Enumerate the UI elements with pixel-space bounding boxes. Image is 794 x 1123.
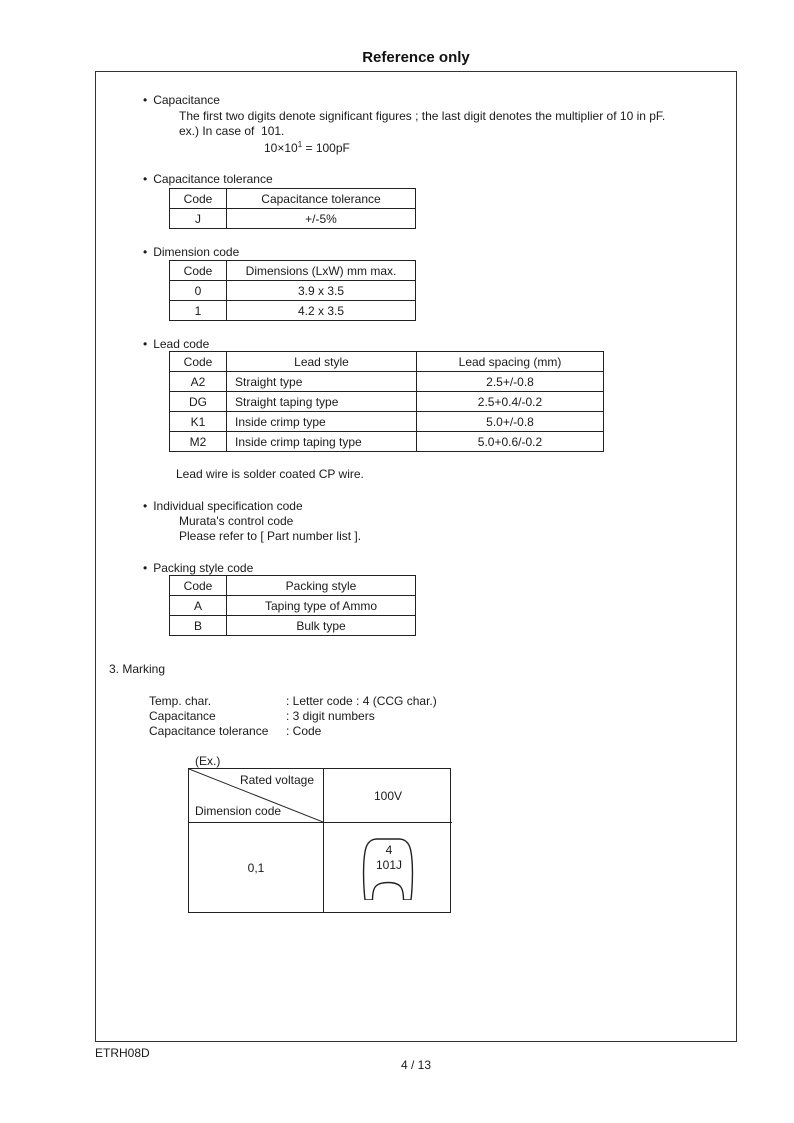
table-cell: K1 — [170, 412, 227, 432]
table-row — [170, 301, 416, 321]
table-cell: 0 — [170, 281, 227, 301]
section-heading-dimension-code: • Dimension code — [143, 245, 239, 259]
table-row — [170, 281, 416, 301]
table-cell: 2.5+0.4/-0.2 — [417, 392, 604, 412]
table-cell: J — [170, 209, 227, 229]
column-header: Lead spacing (mm) — [417, 352, 604, 372]
capacitor-outline-icon — [358, 836, 418, 900]
table-cell: Straight taping type — [227, 392, 417, 412]
section-heading-lead-code: • Lead code — [143, 337, 209, 351]
dimension-code-table — [169, 260, 416, 321]
table-cell: B — [170, 616, 227, 636]
table-row — [170, 596, 416, 616]
capacitance-description: The first two digits denote significant figures ; the last digit denotes the multiplier of 10 in pF. — [179, 109, 666, 123]
table-cell: Straight type — [227, 372, 417, 392]
page-title: Reference only — [362, 49, 470, 66]
section-heading-packing-style: • Packing style code — [143, 561, 253, 575]
marking-detail-label: Capacitance — [149, 709, 216, 723]
table-cell: A2 — [170, 372, 227, 392]
table-cell: 4.2 x 3.5 — [227, 301, 416, 321]
rated-voltage-cell — [324, 769, 452, 823]
capacitance-example: ex.) In case of 101. — [179, 124, 285, 138]
table-row — [170, 616, 416, 636]
packing-style-table — [169, 575, 416, 636]
column-header: Dimensions (LxW) mm max. — [227, 261, 416, 281]
table-cell: Bulk type — [227, 616, 416, 636]
marking-detail-value: : 3 digit numbers — [286, 709, 375, 723]
table-cell: DG — [170, 392, 227, 412]
table-header-row — [170, 352, 604, 372]
column-header: Code — [170, 189, 227, 209]
table-header-row — [170, 261, 416, 281]
marking-text-temp-char: 4 — [385, 842, 393, 857]
marking-detail-row — [149, 709, 437, 724]
table-header-row — [170, 189, 416, 209]
marking-details — [149, 694, 437, 739]
corner-label-dimension-code: Dimension code — [195, 804, 282, 818]
table-cell: A — [170, 596, 227, 616]
table-cell: 5.0+0.6/-0.2 — [417, 432, 604, 452]
table-cell: 2.5+/-0.8 — [417, 372, 604, 392]
column-header: Code — [170, 576, 227, 596]
marking-text-capacitance: 101J — [375, 857, 403, 872]
marking-example-table — [188, 768, 451, 913]
section-heading-marking: 3. Marking — [109, 662, 166, 676]
table-cell: Inside crimp taping type — [227, 432, 417, 452]
table-row — [170, 412, 604, 432]
table-cell: 1 — [170, 301, 227, 321]
capacitance-tolerance-table — [169, 188, 416, 229]
marking-detail-row — [149, 694, 437, 709]
section-heading-capacitance: • Capacitance — [143, 93, 220, 107]
table-cell: Taping type of Ammo — [227, 596, 416, 616]
page-number: 4 / 13 — [400, 1058, 432, 1072]
marking-illustration-cell — [324, 823, 452, 912]
table-cell: 5.0+/-0.8 — [417, 412, 604, 432]
marking-detail-value: : Code — [286, 724, 322, 738]
formula-result: = 100pF — [302, 141, 350, 155]
table-row — [170, 209, 416, 229]
table-header-row — [170, 576, 416, 596]
lead-code-table — [169, 351, 604, 452]
individual-spec-line2: Please refer to [ Part number list ]. — [179, 529, 362, 543]
table-row — [170, 432, 604, 452]
marking-detail-value: : Letter code : 4 (CCG char.) — [286, 694, 437, 708]
content-frame — [95, 71, 737, 1042]
rated-voltage-value: 100V — [373, 788, 403, 803]
dimension-code-value: 0,1 — [247, 860, 265, 875]
table-cell: 3.9 x 3.5 — [227, 281, 416, 301]
individual-spec-line1: Murata's control code — [179, 514, 294, 528]
corner-label-rated-voltage: Rated voltage — [239, 773, 314, 787]
column-header: Code — [170, 261, 227, 281]
column-header: Lead style — [227, 352, 417, 372]
doc-code: ETRH08D — [95, 1046, 150, 1060]
section-heading-individual-spec: • Individual specification code — [143, 499, 303, 513]
table-cell: Inside crimp type — [227, 412, 417, 432]
section-heading-capacitance-tolerance: • Capacitance tolerance — [143, 172, 273, 186]
table-cell: M2 — [170, 432, 227, 452]
table-row — [170, 392, 604, 412]
formula-exponent: 1 — [297, 140, 303, 149]
column-header: Code — [170, 352, 227, 372]
column-header: Packing style — [227, 576, 416, 596]
marking-detail-label: Capacitance tolerance — [149, 724, 269, 738]
marking-detail-label: Temp. char. — [149, 694, 212, 708]
example-label: (Ex.) — [195, 754, 221, 768]
table-row — [170, 372, 604, 392]
capacitance-formula — [264, 140, 350, 155]
column-header: Capacitance tolerance — [227, 189, 416, 209]
marking-detail-row — [149, 724, 437, 739]
formula-base: 10×10 — [264, 141, 298, 155]
table-cell: +/-5% — [227, 209, 416, 229]
lead-wire-note: Lead wire is solder coated CP wire. — [176, 467, 364, 481]
dimension-code-cell — [189, 823, 324, 912]
diagonal-header-cell — [189, 769, 324, 823]
